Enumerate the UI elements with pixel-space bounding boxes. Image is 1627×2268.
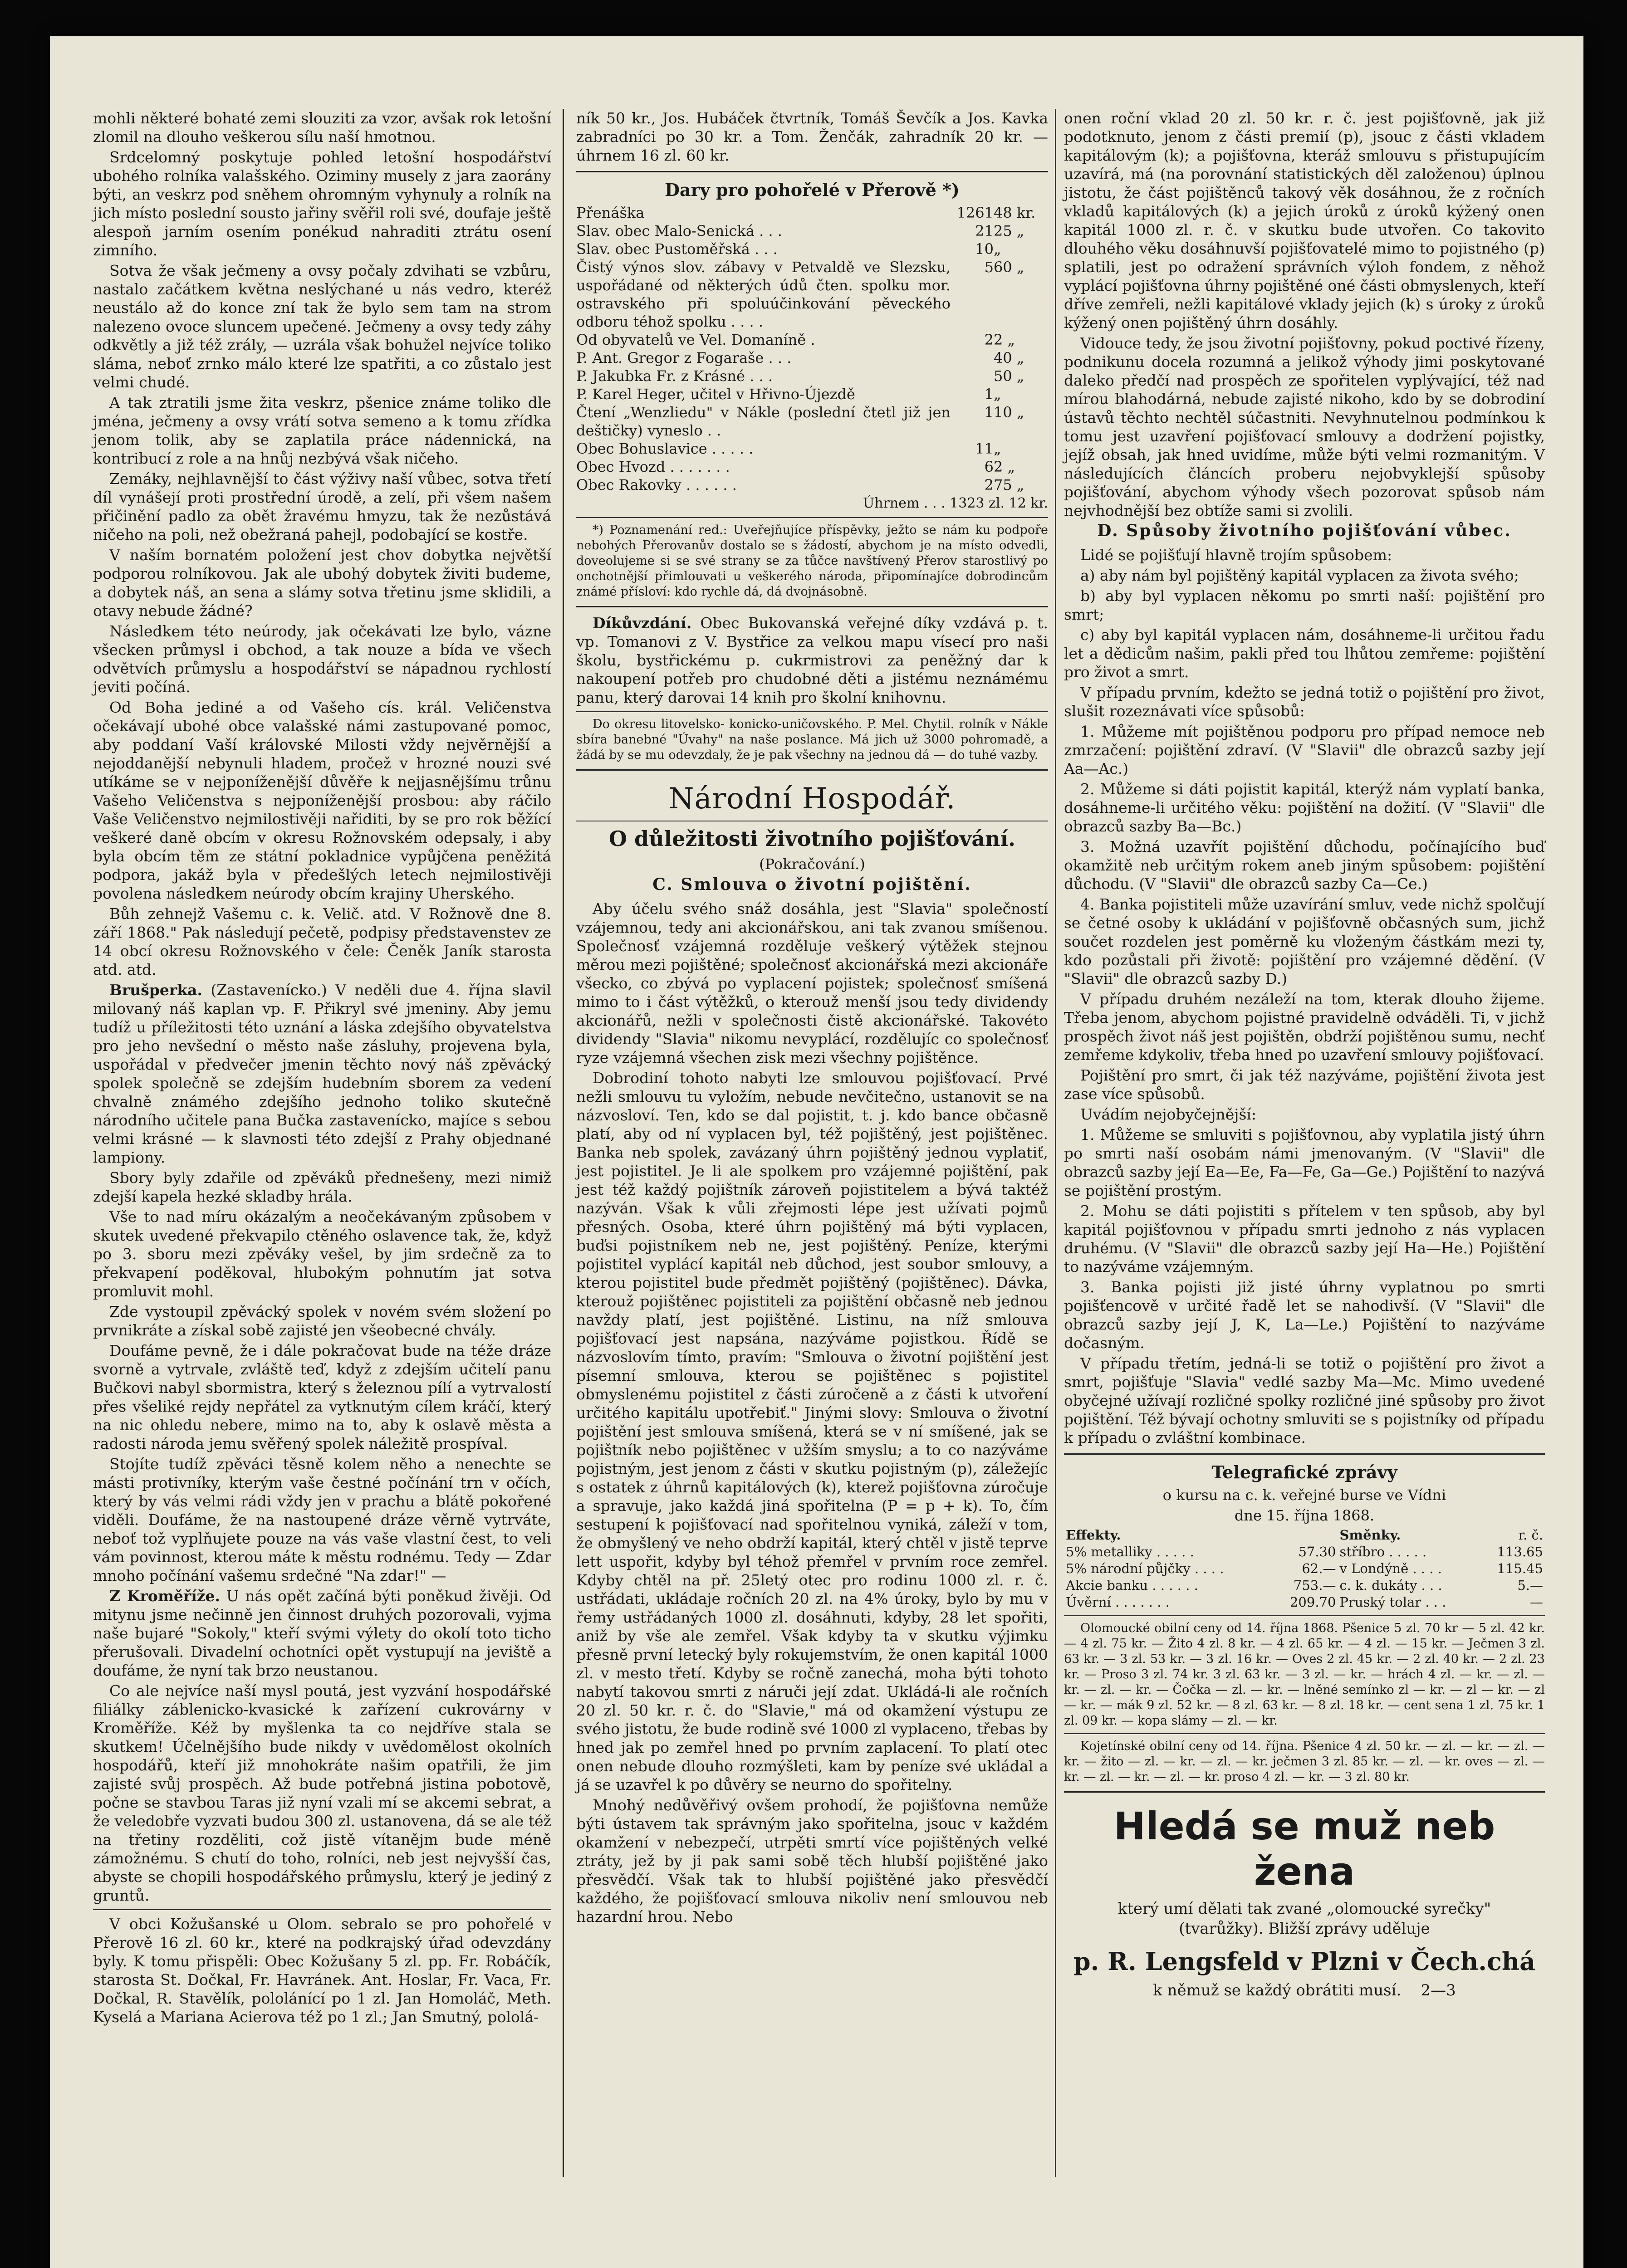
donation-kr: „	[994, 240, 1001, 258]
place-heading: Z Kroměříže.	[109, 1587, 221, 1605]
paragraph: Pojištění pro smrt, či jak též nazýváme, pojištění života jest zase více spůsobů.	[1064, 1066, 1545, 1103]
section-masthead: Národní Hospodář.	[668, 782, 956, 816]
donation-row	[576, 440, 1048, 458]
paragraph: A tak ztratili jsme žita veskrz, pšenice známe toliko dle jména, ječmeny a ovsy vrátí sotva semeno a k tomu zřídka jenom tolik, aby se zaplatila práce nádennická, na kontribucí z role a na hnůj nezbývá však ničeho.	[93, 394, 551, 467]
paragraph: Uvádím nejobyčejnější:	[1080, 1105, 1257, 1123]
divider	[576, 171, 1048, 172]
exchange-cell: 5% národní půjčky . . . .	[1066, 1561, 1224, 1576]
donation-row	[576, 385, 1048, 403]
paragraph: Bůh zehnejž Vašemu c. k. Velič. atd. V Rožnově dne 8. září 1868." Pak následují pečetě, podpisy představenstev ze 14 obcí okresu Rožnovského v čele: Čeněk Janík starosta atd. atd.	[93, 905, 551, 978]
paragraph: Srdcelomný poskytuje pohled letošní hospodářství ubohého rolníka valašského. Oziminy musely z jara zaorány býti, an veskrz pod sněhem ohromným vyhynuly a rolník na jich místo poslední sousto jařiny svěřil roli své, doufaje ještě alespoň jarním osením ponékud nahraditi ztrátu osení zimního.	[93, 148, 551, 259]
divider	[1064, 1615, 1545, 1616]
paragraph: Zde vystoupil zpěvácký spolek v novém svém složení po prvnikráte a získal sobě zajisté jen všeobecné chvály.	[93, 1303, 551, 1339]
donation-name: P. Karel Heger, učitel v Hřivno-Újezdě	[576, 386, 855, 403]
donation-row	[576, 403, 1048, 440]
divider	[93, 1909, 551, 1910]
donation-zl: 5	[984, 259, 994, 276]
donation-kr: 50 „	[994, 367, 1024, 385]
paragraph: Sbory byly zdařile od zpěváků přednešeny, mezi nimiž zdejší kapela hezké skladby hrála.	[93, 1169, 551, 1205]
donation-row	[576, 476, 1048, 494]
paragraph-text: Obec Bukovanská veřejné díky vzdává p. t. vp. Tomanovi z V. Bystřice za velkou mapu vísecí pro naši školu, bystřickému p. cukrmistrovi za peněžný dar k nakoupení potřeb pro chudobné děti a jistému neznámému panu, který darovai 14 knih pro školní knihovnu.	[576, 614, 1048, 706]
exchange-cell: 57.30	[1298, 1544, 1336, 1559]
exchange-cell: stříbro . . . . .	[1339, 1544, 1427, 1559]
donation-name: Slav. obec Pustoměřská . . .	[576, 240, 778, 258]
donation-row	[576, 240, 1048, 258]
column-rule	[1055, 109, 1056, 2177]
effects-header: Effekty.	[1066, 1527, 1121, 1543]
donation-kr: „	[994, 440, 1001, 457]
divider	[1064, 1453, 1545, 1455]
thanks-heading: Díkůvzdání.	[593, 614, 692, 632]
exchange-cell: 5% metalliky . . . . .	[1066, 1544, 1194, 1559]
exchange-table	[1064, 1527, 1545, 1611]
paragraph: Sotva že však ječmeny a ovsy počaly zdvihati se vzbůru, nastalo začátkem května neslýchané u nás vedro, kteréž neustálo až do konce zní tak že bylo sem tam na strom nalezeno ovoce sluncem upečené. Ječmeny a ovsy tedy záhy odkvětly a již též zrály, — uzrála však bohužel nejvíce toliko sláma, neboť zrnko málo které lze spatřiti, a co zůstalo jest velmi chudé.	[93, 262, 551, 391]
paragraph: Lidé se pojišťují hlavně trojím spůsobem:	[1080, 546, 1392, 564]
exchange-cell: 209.70	[1289, 1594, 1336, 1610]
column-left	[93, 109, 551, 2028]
donation-row	[576, 458, 1048, 476]
paragraph: Od Boha jediné a od Vašeho cís. král. Veličenstva očekávají ubohé obce valašské námi zastupované pomoc, aby poddaní Vaší královské Milosti vždy nejvěrnější a nejoddanější nebynuli hladem, pročež v hrozné nouzi své utíkáme se v nejponíženější důvěře k nejjasnějšímu trůnu Vašeho Veličenstva s nejponíženější prosbou: aby ráčilo Vaše Veličenstvo nejmilostivěji nařiditi, by se pro rok běžící veškeré daně obcím v okresu Rožnovském odepsaly, i aby byla obcím těm ze státní pokladnice vypůjčena peněžitá podpora, jakáž byla v předešlých letech nejmilostivěji povolena následkem neúrody obcím krajiny Uherského.	[93, 699, 551, 902]
list-item: 2. Mohu se dáti pojistiti s přítelem v ten spůsob, aby byl kapitál pojišťovnou v případu smrti jednoho z nás vyplacen druhému. (V "Slavii" dle obrazců sazby její Ha—He.) Pojištění to nazýváme vzájemným.	[1064, 1202, 1545, 1276]
paragraph: Stojíte tudíž zpěváci těsně kolem něho a nenechte se másti protivníky, kterým vaše čestné počínání trn v očích, který by vás velmi rádi vždy jen v prachu a blátě pokořené viděli. Doufáme, že na nastoupené dráze věrně vytrváte, neboť tož vyplňujete pouze na vás vaše vlastní čest, to veli vám povinnost, kterou máte k městu rodnému. Tedy — Zdar mnoho počínání vašemu srdečné "Na zdar!" —	[93, 1455, 551, 1584]
exchange-cell: 113.65	[1497, 1544, 1543, 1559]
paragraph: Následkem této neúrody, jak očekávati lze bylo, vázne všecken průmysl i obchod, a tak nouze a bída ve všech odvětvích průmyslu a hospodářství se nápadnou rychlostí jeviti počíná.	[93, 622, 551, 696]
advert-text: (tvarůžky). Bližší zprávy udělujе	[1179, 1920, 1430, 1938]
donation-kr: 2 „	[994, 458, 1015, 475]
donation-name: P. Ant. Gregor z Fogaraše . . .	[576, 349, 792, 367]
advert-name: p. R. Lengsfeld v Plzni v Čech.chá	[1073, 1947, 1536, 1976]
column-rule	[563, 109, 564, 2177]
donation-kr: 60 „	[994, 259, 1024, 276]
paragraph: V naším bornatém položení jest chov dobytka největší podporou rolníkovou. Jak ale ubohý dobytek živiti budeme, a dobytek náš, an sena a slámy sotva třetinu jsme sklidili, a otavy nebude žádné?	[93, 546, 551, 620]
divider	[1064, 1733, 1545, 1734]
list-item: 1. Můžeme se smluviti s pojišťovnou, aby vyplatila jistý úhrn po smrti naší osobám námi jmenovaným. (V "Slavii" dle obrazců sazby její Ea—Ee, Fa—Fe, Ga—Ge.) Pojištění to nazývá se pojištění prostým.	[1064, 1126, 1545, 1199]
paragraph: Aby účelu svého snáž dosáhla, jest "Slavia" společností vzájemnou, tedy ani akcionářskou, ani tak zvanou smíšenou. Společnosť vzájemná rozděluje veškerý výtěžek stejnou měrou mezi pojištěné; společnosť akcionářská mezi akcionáře všecko, co zbývá po vyplacení pojistek; společnosť smíšená mimo to i část výtěžků, o kterouž menší jsou tedy dividendy akcionářů, nežli v společnosti čistě akcionářské. Takovéto dividendy "Slavia" nikomu nevyplácí, rozdělujíc co společnosť ryze vzájemná všechen zisk mezi všechny pojištěnce.	[576, 900, 1048, 1066]
advert-mark: 2—3	[1421, 1981, 1456, 1999]
advert-headline: Hledá se muž neb žena	[1113, 1804, 1495, 1894]
paragraph-brusperk	[93, 981, 551, 1167]
paragraph: Co ale nejvíce naší mysl poutá, jest vyzvání hospodářské filiálky záblenicko-kvasické k zařízení cukrovárny v Kroměříže. Kéž by myšlenka ta co nejdříve stala se skutkem! Účelnějšího bude nikdy v uvědomělost okolních hospodářů, kteří již mnohokráte našim opatřili, že jim zajisté svůj prospěch. Až bude potřebná jistina pobotově, počne se stavbou Taras již nyní vzali mí se akcemi sebrat, a že veledobře vyzvati budou 300 zl. ustanovena, dá se ale též na třetiny rozděliti, což jistě vítanějm bude méně zámožnému. S chutí do toho, rolníci, neb jest nejvyšší čas, abyste se chopili hospodářského průmyslu, který je jediný z gruntů.	[93, 1682, 551, 1904]
donation-kr: 75 „	[994, 476, 1024, 494]
section-heading: D. Spůsoby životního pojišťování vůbec.	[1097, 521, 1512, 540]
paragraph-thanks	[576, 614, 1048, 707]
donation-name: Čtení „Wenzliedu" v Nákle (poslední čtetl již jen deštičky) vyneslo . .	[576, 404, 951, 439]
article-title: O důležitosti životního pojišťování.	[608, 826, 1016, 851]
donation-row	[576, 222, 1048, 240]
list-item: c) aby byl kapitál vyplacen nám, dosáhneme-li určitou řadu let a dědicům našim, pakli před tou lhůtou zemřeme: pojištění pro život a smrt.	[1064, 626, 1545, 681]
exchange-cell: 115.45	[1497, 1561, 1543, 1576]
donation-name: Obec Hvozd . . . . . . .	[576, 458, 730, 475]
exchange-row	[1064, 1544, 1545, 1560]
paragraph: onen roční vklad 20 zl. 50 kr. r. č. jest pojišťovně, jak již podotknuto, jenom z části premií (p), jsouc z části vkladem kapitálovým (k); a pojišťovna, kteráž smlouvu s přistupujícím uzavírá, má (na porovnání statistických děl založenou) úplnou jistotu, že část pojištěnců takový věk dosáhnou, že z ročních vkladů kapitálových (k) a jejich úroků z úroků kýžený onen kapitál 1000 zl. r. č. v skutku bude utvořen. Co takovito dlouhého věku dosáhnuvší pojišťovatelé mimo to pojistného (p) splatili, jest po odražení správních výloh fondem, z něhož vyplácí pojišťovna úhrny pojištěné oné části obmyslenych, kteří dříve zemřeli, nežli kapitálové vklady jejich (k) s úroky z úroků kýžený onen pojištěný úhrn dosáhly.	[1064, 109, 1545, 332]
notice: Do okresu litovelsko- konicko-uničovského. P. Mel. Chytil. rolník v Nákle sbíra banebné "Úvahy" na naše poslance. Má jich už 3000 pohromadě, a žádá by se mu odevzdaly, že je pak všechny na jednou dá — do tuhé vazby.	[576, 717, 1048, 762]
divider	[576, 517, 1048, 518]
donation-name: Od obyvatelů ve Vel. Domaníně .	[576, 331, 815, 348]
list-item: a) aby nám byl pojištěný kapitál vyplacen za života svého;	[1080, 567, 1519, 584]
exchange-cell: 753.—	[1293, 1578, 1336, 1593]
paragraph: ník 50 kr., Jos. Hubáček čtvrtník, Tomáš Ševčík a Jos. Kavka zabradníci po 30 kr. a Tom. Ženčák, zahradník 20 kr. — úhrnem 16 zl. 60 kr.	[576, 109, 1048, 164]
donation-zl	[951, 349, 994, 367]
divider	[576, 711, 1048, 712]
donation-kr: „	[994, 386, 1001, 403]
paragraph: V případu prvním, kdežto se jedná totiž o pojištění pro život, slušit rozeznávati více spůsobů:	[1064, 684, 1545, 720]
grain-prices-olomouc: Olomoucké obilní ceny od 14. října 1868. Pšenice 5 zl. 70 kr — 5 zl. 42 kr. — 4 zl. 75 kr. — Žito 4 zl. 8 kr. — 4 zl. 65 kr. — 4 zl. — 15 kr. — Ječmen 3 zl. 63 kr. — 3 zl. 53 kr. — 3 zl. 16 kr. — Oves 2 zl. 45 kr. — 2 zl. 40 kr. — 2 zl. 23 kr. — Proso 3 zl. 74 kr. 3 zl. 63 kr. — 3 zl. — kr. — hrách 4 zl. — kr. — zl. — kr. — zl. — kr. — Čočka — zl. — kr. — lněné semínko zl — kr. — zl — kr. — zl — kr. — mák 9 zl. 52 kr. — 8 zl. 63 kr. — 8 zl. 18 kr. — cent sena 1 zl. 75 kr. 1 zl. 09 kr. — kopa slámy — zl. — kr.	[1064, 1621, 1545, 1728]
advert-text: k němuž se každý obrátiti musí. 2—3	[1153, 1981, 1456, 1999]
list-item: 1. Můžeme mít pojištěnou podporu pro případ nemoce neb zmrzačení: pojištění zdraví. (V "Slavii" dle obrazců sazby její Aa—Ac.)	[1064, 723, 1545, 777]
place-heading: Brušperka.	[109, 981, 203, 999]
exchange-cell: 62.—	[1302, 1561, 1336, 1576]
paragraph-text: U nás opět začíná býti poněkud živěji. Od mitynu jsme nečinně jen činnost druhých pozorovali, vyjma naše bujaré "Sokoly," kteří svými výlety do okolí toto ticho přerušovali. Divadelní ochotníci opět vystupují na jeviště a doufáme, že nyní tak brzo neustanou.	[93, 1587, 551, 1679]
newspaper-page	[50, 36, 1583, 2268]
donation-name: Slav. obec Malo-Senická . . .	[576, 222, 782, 240]
donation-kr: 10 „	[994, 404, 1024, 421]
telegraph-subtitle: o kursu na c. k. veřejné burse ve Vídni	[1162, 1486, 1446, 1504]
grain-prices-kojetin: Kojetínské obilní ceny od 14. října. Pšenice 4 zl. 50 kr. — zl. — kr. — zl. — kr. — žito — zl. — kr. — zl. — kr. ječmen 3 zl. 85 kr. — zl. — kr. oves — zl. — kr. — zl. — kr. — zl. — kr. proso 4 zl. — kr. — 3 zl. 80 kr.	[1064, 1739, 1545, 1784]
divider	[1064, 1791, 1545, 1793]
donation-name: Čistý výnos slov. zábavy v Petvaldě ve Slezsku, uspořádané od některých údů čten. spolku mor. ostravského při spoluúčinkování pěveckého odboru téhož spolku . . . .	[576, 259, 951, 330]
donation-kr: 25 „	[994, 222, 1024, 240]
paragraph: Dobrodiní tohoto nabyti lze smlouvou pojišťovací. Prvé nežli smlouvu tu vyložím, nebude nevčitečno, ustanovit se na názvosloví. Ten, kdo se dal pojistit, t. j. kdo bance občasně platí, aby od ní vyplacen byl, též pojištěný, jest pojištěnec. Banka neb spolek, zavázaný úhrn pojištěný jednou vyplatiť, jest pojistitel. Je li ale spolkem pro vzájemné pojištění, pak jest též každý pojištník zároveň pojistitelem a bývá taktéž nazýván. Však k vůli zřejmosti lépe jest užívati pojmů přesných. Osoba, které úhrn pojištěný má býti vyplacen, buďsi pojistníkem neb ne, jest pojištěný. Peníze, kterými pojistitel vyplácí kapitál neb důchod, jest soubor smlouvy, a kterou pojistitel bude předmět pojištěný (pojištěnec). Dávka, kterouž pojištěnec pojistiteli za pojištění občasně neb jednou navždy platí, jest pojištěné. Listinu, na níž smlouva pojišťovací jest napsána, nazýváme pojistkou. Řídě se názvoslovím tímto, pravím: "Smlouva o životní pojištění jest písemní smlouva, kterou se pojištěnec s pojistitel obmyslenému pojistitel z části zúročeně a z části k utvoření určitého kapitálu upotřebiť." Jinými slovy: Smlouva o životní pojištění jest smlouva smíšená, která se v ní smíšené, jak se pojištník nebo pojištěnec v užším smyslu; a to co nazýváme pojistným, jest jenom z části v skutku pojistným (p), záležejíc s ostatek z úhrnů kapitálových (k), kterež pojišťovna zúročuje a spravuje, jako každá jiná spořitelna (P = p + k). To, čím sestupení k pojišťovací nad spořitelnou vyniká, záleží v tom, že obmyšlený ve neho obdrží kapitál, který chtěl v jistě teprve lett uspořit, kdyby byl téhož přemřel v prvním roce zemřel. Kdyby chtěl na př. 25letý otec pro rodinu 1000 zl. r. č. ustřádati, ukládaje ročních 20 zl. na 4% úroky, bylo by mu v řemy ustřádaných 1000 zl. dosáhnuti, kdyby, 28 let spořiti, aniž by vše ale zemřel. Však kdyby ta v skutku výjimku přesně první letecký byly rokujemstvím, že onen kapitál 1000 zl. v mesto třetí. Kdyby se ročně zanechá, moha býti tohoto nabytí takovou smrti z náruči její zdat. Ukládá-li ale ročních 20 zl. 50 kr. r. č. do "Slavie," má od okamžení výstupu ze svého jistotu, že bude rodině své 1000 zl vyplaceno, třebas by hned jak po zemřel hned po prvním zaplacení. To platí otec onen nebude dlouho rozmýšleti, kam by peníze své ukládal a já se uzavřel k po důvěry se neurno do spořitelny.	[576, 1069, 1048, 1794]
donation-zl: 1	[984, 404, 994, 421]
exchange-row	[1064, 1594, 1545, 1611]
section-heading: C. Smlouva o životní pojištění.	[652, 875, 972, 894]
donation-zl: 2	[984, 331, 994, 348]
paragraph: Vidouce tedy, že jsou životní pojišťovny, pokud poctivé řízeny, podnikunu docela rozumná a jelikož výhody jimi poskytované daleko předčí nad prospěch ze spořitelen vyplývající, též nad mírou blahodárná, nebude zajisté nikoho, kdo by se dobrodiní ústavů těchto nechtěl súčastniti. Nevyhnutelnou podmínkou k tomu jest uzavření pojišťovací smlouvy a dodržení pojistky, jejíž obsah, jak hned uvidíme, může býti velmi rozmanitým. V následujících článcích proberu nejobvyklejší spůsoby pojišťování, abychom výhody všech pozorovat spůsob nám nejvhodnější bez obtíže sami si zvolili.	[1064, 334, 1545, 519]
bills-header: Směnky.	[1339, 1527, 1401, 1543]
donation-name: Obec Bohuslavice . . . . .	[576, 440, 754, 457]
donation-zl: 1261	[956, 204, 994, 221]
paragraph: Zemáky, nejhlavnější to část výživy naší vůbec, sotva třetí díl vynášejí proti prostřední úrodě, a zelí, při všem našem přičinění padlo za obět žravému hmyzu, tak že nezůstává ničeho na poli, než obežraná pahejl, podobající se kostře.	[93, 470, 551, 543]
donation-row	[576, 349, 1048, 367]
donation-zl: 10	[975, 240, 994, 258]
donations-table	[576, 204, 1048, 494]
donation-name: Přenáška	[576, 204, 645, 221]
exchange-cell: Pruský tolar . . .	[1339, 1594, 1446, 1610]
donation-zl: 21	[975, 222, 994, 240]
paragraph: Vše to nad míru okázalým a neočekávaným způsobem v skutek uvedené překvapilo ctěného oslavence tak, že, když po 3. sboru mezi zpěváky vešel, by jim srdečně za to překvapení poděkoval, hlubokým pohnutím jat sotva promluvit mohl.	[93, 1208, 551, 1300]
list-item: 2. Můžeme si dáti pojistit kapitál, kterýž nám vyplatí banka, dosáhneme-li určitého věku: pojištění na dožití. (V "Slavii" dle obrazců sazby Ba—Bc.)	[1064, 780, 1545, 835]
paragraph: mohli některé bohaté zemi slouziti za vzor, avšak rok letošní zlomil na dlouho veškerou sílu naší hmotnou.	[93, 109, 551, 146]
column-middle	[576, 109, 1048, 1928]
donation-row	[576, 331, 1048, 349]
paragraph: V případu druhém nezáleží na tom, kterak dlouho žijeme. Třeba jenom, abychom pojistné pravidelně odváděli. Ti, v jichž prospěch život náš jest pojištěn, obdrží pojištěnou sumu, nechť zemřeme kdykoliv, třeba hned po uzavření smlouvy pojišťovací.	[1064, 990, 1545, 1064]
donation-row	[576, 258, 1048, 331]
exchange-cell: c. k. dukáty . . .	[1339, 1578, 1442, 1593]
exchange-cell: Akcie banku . . . . . .	[1066, 1578, 1198, 1593]
donation-zl: 11	[975, 440, 994, 457]
donation-zl	[951, 367, 994, 385]
donations-title: Dary pro pohořelé v Přerově *)	[665, 180, 960, 200]
footnote: *) Poznamenání red.: Uveřejňujíce příspěvky, ježto se nám ku podpoře nebohých Přerovanův dostalo se s žádostí, abychom je na místo odvedli, doveolujeme si se své strany se za tůčce navštívený Přerov starostlivý po onchotnější přimlouvati u veškerého národa, připomínajíce dobrodincům známé přísloví: kdo rychle dá, dá dvojnásobně.	[576, 523, 1048, 599]
donation-row	[576, 204, 1048, 222]
paragraph-text: (Zastavenícko.) V neděli due 4. října slavil milovaný náš kaplan vp. F. Přikryl své jmeniny. Aby jemu tudíž u příležitosti této uznání a láska zdejšího obyvatelstva pro jeho nevšední o město naše zásluhy, projevena byla, uspořádal v předvečer jmenin těchto nový náš zpěvácký spolek společně se zdejším hudebním sborem za vedení chvalně známého zdejšího jednoho toliko skutečně národního učitele pana Bučka zastavenícko, majíce s sebou velmi krásné — k slavnosti této zdejší z Prahy objednané lampiony.	[93, 981, 551, 1166]
list-item: 3. Možná uzavřít pojištění důchodu, počínajícího buď okamžitě neb určitým rokem aneb jiným spůsobem: pojištění důchodu. (V "Slavii" dle obrazců sazby Ca—Ce.)	[1064, 838, 1545, 893]
donation-name: Obec Rakovky . . . . . .	[576, 476, 737, 494]
donations-total: Úhrnem . . . 1323 zl. 12 kr.	[863, 495, 1048, 511]
paragraph: V případu třetím, jedná-li se totiž o pojištění pro život a smrt, pojišťuje "Slavia" vedlé sazby Ma—Mc. Mimo uvedené obyčejné užívají rozličné spolky rozličné jiné spůsoby pro život pojištění. Též bývají ochotny smluviti se s pojistníky od případu k případu o zvláštní kombinace.	[1064, 1354, 1545, 1447]
donation-kr: 48 kr.	[994, 204, 1036, 221]
exchange-cell: —	[1530, 1594, 1543, 1610]
exchange-cell: 5.—	[1517, 1578, 1543, 1593]
telegraph-date: dne 15. října 1868.	[1234, 1507, 1375, 1524]
list-item: b) aby byl vyplacen někomu po smrti naší: pojištění pro smrt;	[1064, 587, 1545, 623]
paragraph: Doufáme pevně, že i dále pokračovat bude na téže dráze svorně a vytrvale, zvláště teď, když z zdejším učitelí panu Bučkovi nabyl sbormistra, který s železnou pílí a vytrvalostí přes všeliké rejdy nepřátel za vytknutým cílem kráčí, který na nic ohledu nebere, mimo na to, aby k oslavě města a radosti národa jemu svěřený spolek náležitě prospíval.	[93, 1342, 551, 1452]
list-item: 4. Banka pojistiteli může uzavírání smluv, vede nichž spolčují se četné osoby k ukládání v pojišťovně občasných sum, jichž součet rozdelen jest poměrně ku vloženým částkám mezi ty, kdo pozůstali při životě: pojištění pro vzájemné dědění. (V "Slavii" dle obrazců sazby D.)	[1064, 895, 1545, 987]
telegraph-title: Telegrafické zprávy	[1211, 1462, 1397, 1482]
donation-name: P. Jakubka Fr. z Krásné . . .	[576, 367, 773, 385]
paragraph: V obci Kožušanské u Olom. sebralo se pro pohořelé v Přerově 16 zl. 60 kr., které na podkrajský úřad odevzdány byly. K tomu přispěli: Obec Kožušany 5 zl. pp. Fr. Robáčík, starosta St. Dočkal, Fr. Havránek. Ant. Hoslar, Fr. Vaca, Fr. Dočkal, R. Stavělík, pololánící po 1 zl. Jan Homoláč, Meth. Kyselá a Mariana Acierova též po 1 zl.; Jan Smutný, pololá-	[93, 1915, 551, 2026]
advert-text: který umí dělati tak zvané „olomoucké syrečky"	[1117, 1900, 1491, 1918]
article-subtitle: (Pokračování.)	[759, 855, 865, 873]
donation-kr: 2 „	[994, 331, 1015, 348]
exchange-cell: v Londýně . . . .	[1339, 1561, 1442, 1576]
paragraph: Mnohý nedůvěřivý ovšem prohodí, že pojišťovna nemůže býti ústavem tak správným jako spořitelna, jsouc v každém okamžení v nebezpečí, utrpěti smrtí více pojištěných velké ztráty, jež by ji pak sami sobě těch hlubší pojištěné jako přesvědčí. Však tak to hlubší pojištěné jako přesvědčí každého, že pojišťovací smlouva nikoliv není smlouvou neb hazardní hrou. Nebo	[576, 1796, 1048, 1926]
list-item: 3. Banka pojisti již jisté úhrny vyplatnou po smrti pojišťencově v určité řadě let se nahodivší. (V "Slavii" dle obrazců sazby její J, K, La—Le.) Pojištění to nazýváme dočasným.	[1064, 1278, 1545, 1352]
exchange-cell: Úvěrní . . . . . . .	[1066, 1594, 1170, 1610]
donation-zl: 6	[984, 458, 994, 475]
column-right	[1064, 109, 1545, 2000]
donation-zl: 1	[984, 386, 994, 403]
paragraph-kromeriz	[93, 1587, 551, 1680]
divider	[576, 769, 1048, 771]
currency-header: r. č.	[1518, 1527, 1543, 1543]
donation-zl: 2	[984, 476, 994, 494]
divider	[576, 606, 1048, 607]
exchange-row	[1064, 1560, 1545, 1577]
donation-row	[576, 367, 1048, 385]
donation-kr: 40 „	[994, 349, 1024, 367]
exchange-row	[1064, 1577, 1545, 1594]
